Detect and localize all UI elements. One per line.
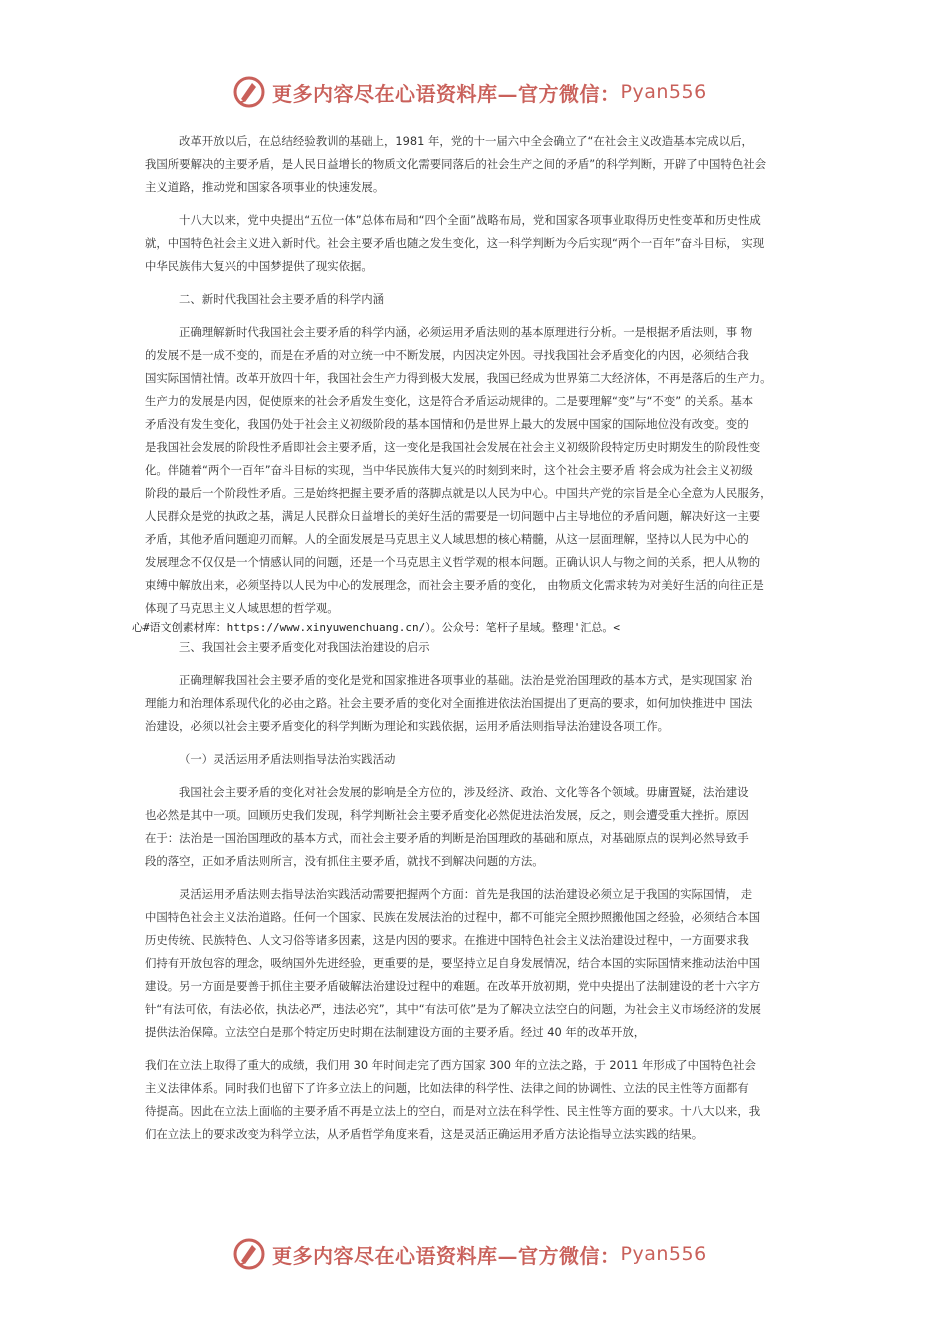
paragraph <box>145 1054 821 1146</box>
banner-text: 更多内容尽在心语资料库—官方微信： <box>272 81 621 106</box>
text-line: 是我国社会发展的阶段性矛盾即社会主要矛盾，这一变化是我国社会发展在社会主义初级阶段特定历史时期发生的阶段性变 <box>145 440 761 454</box>
text-line: 正确理解新时代我国社会主要矛盾的科学内涵，必须运用矛盾法则的基本原理进行分析。一是根据矛盾法则，事 物 <box>179 325 753 339</box>
text-line: 主义道路，推动党和国家各项事业的快速发展。 <box>145 180 385 194</box>
paragraph <box>145 883 821 1044</box>
text-line: 发展理念不仅仅是一个情感认同的问题，还是一个马克思主义哲学观的根本问题。正确认识人与物之间的关系，把人从物的 <box>145 555 761 569</box>
text-line: 主义法律体系。同时我们也留下了许多立法上的问题，比如法律的科学性、法律之间的协调性、立法的民主性等方面都有 <box>145 1081 749 1095</box>
text-line: 阶段的最后一个阶段性矛盾。三是始终把握主要矛盾的落脚点就是以人民为中心。中国共产党的宗旨是全心全意为人民服务， <box>145 486 772 500</box>
text-line: 我国所要解决的主要矛盾，是人民日益增长的物质文化需要同落后的社会生产之间的矛盾”的科学判断，开辟了中国特色社会 <box>145 157 766 171</box>
banner-text: 更多内容尽在心语资料库—官方微信： <box>272 1243 621 1268</box>
text-line: 理能力和治理体系现代化的必由之路。社会主要矛盾的变化对全面推进依法治国提出了更高的要求，如何加快推进中 国法 <box>145 696 753 710</box>
text-line: 中华民族伟大复兴的中国梦提供了现实依据。 <box>145 259 373 273</box>
watermark-line: 心#语文创素材库：https://www.xinyuwenchuang.cn/）。公众号：笔杆子星域。整理'汇总。< <box>132 621 621 634</box>
text-line: 就，中国特色社会主义进入新时代。社会主要矛盾也随之发生变化，这一科学判断为今后实现“两个一百年”奋斗目标， 实现 <box>145 236 765 250</box>
text-line: 提供法治保障。立法空白是那个特定历史时期在法制建设方面的主要矛盾。经过 40 年的改革开放， <box>145 1025 646 1039</box>
paragraph <box>145 669 821 738</box>
text-line: 历史传统、民族特色、人文习俗等诸多因素，这是内因的要求。在推进中国特色社会主义法治建设过程中，一方面要求我 <box>145 933 749 947</box>
text-line: 矛盾，其他矛盾问题迎刃而解。人的全面发展是马克思主义人域思想的核心精髓，从这一层面理解，坚持以人民为中心的 <box>145 532 749 546</box>
text-line: 生产力的发展是内因，促使原来的社会矛盾发生变化，这是符合矛盾运动规律的。二是要理解“变”与“不变” 的关系。基本 <box>145 394 754 408</box>
section-heading: 二、新时代我国社会主要矛盾的科学内涵 <box>179 292 385 306</box>
section-heading: （一）灵活运用矛盾法则指导法治实践活动 <box>179 752 396 766</box>
text-line: 国实际国情社情。改革开放四十年，我国社会生产力得到极大发展，我国已经成为世界第二大经济体，不再是落后的生产力。 <box>145 371 772 385</box>
paragraph <box>145 209 821 278</box>
text-line: 正确理解我国社会主要矛盾的变化是党和国家推进各项事业的基础。法治是党治国理政的基本方式，是实现国家 治 <box>179 673 753 687</box>
text-line: 矛盾没有发生变化，我国仍处于社会主义初级阶段的基本国情和仍是世界上最大的发展中国家的国际地位没有改变。变的 <box>145 417 749 431</box>
text-line: 体现了马克思主义人域思想的哲学观。 <box>145 601 339 615</box>
text-line: 建设。另一方面是要善于抓住主要矛盾破解法治建设过程中的难题。在改革开放初期，党中央提出了法制建设的老十六字方 <box>145 979 761 993</box>
footer-banner <box>232 1237 707 1271</box>
text-line: 待提高。因此在立法上面临的主要矛盾不再是立法上的空白，而是对立法在科学性、民主性等方面的要求。十八大以来，我 <box>145 1104 761 1118</box>
logo-icon <box>232 1237 266 1271</box>
text-line: 治建设，必须以社会主要矛盾变化的科学判断为理论和实践依据，运用矛盾法则指导法治建设各项工作。 <box>145 719 669 733</box>
text-line: 人民群众是党的执政之基，满足人民群众日益增长的美好生活的需要是一切问题中占主导地位的矛盾问题，解决好这一主要 <box>145 509 761 523</box>
text-line: 束缚中解放出来，必须坚持以人民为中心的发展理念，而社会主要矛盾的变化， 由物质文化需求转为对美好生活的向往正是 <box>145 578 764 592</box>
logo-icon <box>232 75 266 109</box>
text-line: 针“有法可依，有法必依，执法必严，违法必究”，其中“有法可依”是为了解决立法空白的问题，为社会主义市场经济的发展 <box>145 1002 761 1016</box>
text-line: 们持有开放包容的理念，吸纳国外先进经验，更重要的是，要坚持立足自身发展情况，结合本国的实际国情来推动法治中国 <box>145 956 761 970</box>
paragraph <box>145 130 821 199</box>
paragraph <box>145 321 821 620</box>
banner-wechat-id: Pyan556 <box>620 81 707 103</box>
text-line: 十八大以来，党中央提出“五位一体”总体布局和“四个全面”战略布局，党和国家各项事业取得历史性变革和历史性成 <box>179 213 761 227</box>
text-line: 也必然是其中一项。回顾历史我们发现，科学判断社会主要矛盾变化必然促进法治发展，反之，则会遭受重大挫折。原因 <box>145 808 749 822</box>
header-banner <box>232 75 707 109</box>
document-body <box>132 130 821 1156</box>
text-line: 化。伴随着“两个一百年”奋斗目标的实现，当中华民族伟大复兴的时刻到来时，这个社会主要矛盾 将会成为社会主义初级 <box>145 463 753 477</box>
text-line: 的发展不是一成不变的，而是在矛盾的对立统一中不断发展，内因决定外因。寻找我国社会矛盾变化的内因，必须结合我 <box>145 348 749 362</box>
text-line: 中国特色社会主义法治道路。任何一个国家、民族在发展法治的过程中，都不可能完全照抄照搬他国之经验，必须结合本国 <box>145 910 761 924</box>
text-line: 在于：法治是一国治国理政的基本方式，而社会主要矛盾的判断是治国理政的基础和原点，对基础原点的误判必然导致手 <box>145 831 749 845</box>
paragraph <box>145 781 821 873</box>
section-heading: 三、我国社会主要矛盾变化对我国法治建设的启示 <box>179 640 430 654</box>
text-line: 灵活运用矛盾法则去指导法治实践活动需要把握两个方面：首先是我国的法治建设必须立足于我国的实际国情， 走 <box>179 887 753 901</box>
text-line: 段的落空，正如矛盾法则所言，没有抓住主要矛盾，就找不到解决问题的方法。 <box>145 854 544 868</box>
banner-wechat-id: Pyan556 <box>620 1243 707 1265</box>
text-line: 们在立法上的要求改变为科学立法，从矛盾哲学角度来看，这是灵活正确运用矛盾方法论指导立法实践的结果。 <box>145 1127 704 1141</box>
text-line: 改革开放以后，在总结经验教训的基础上，1981 年，党的十一届六中全会确立了“在社会主义改造基本完成以后， <box>179 134 753 148</box>
text-line: 我们在立法上取得了重大的成绩，我们用 30 年时间走完了西方国家 300 年的立法之路，于 2011 年形成了中国特色社会 <box>145 1058 756 1072</box>
text-line: 我国社会主要矛盾的变化对社会发展的影响是全方位的，涉及经济、政治、文化等各个领域。毋庸置疑，法治建设 <box>179 785 749 799</box>
